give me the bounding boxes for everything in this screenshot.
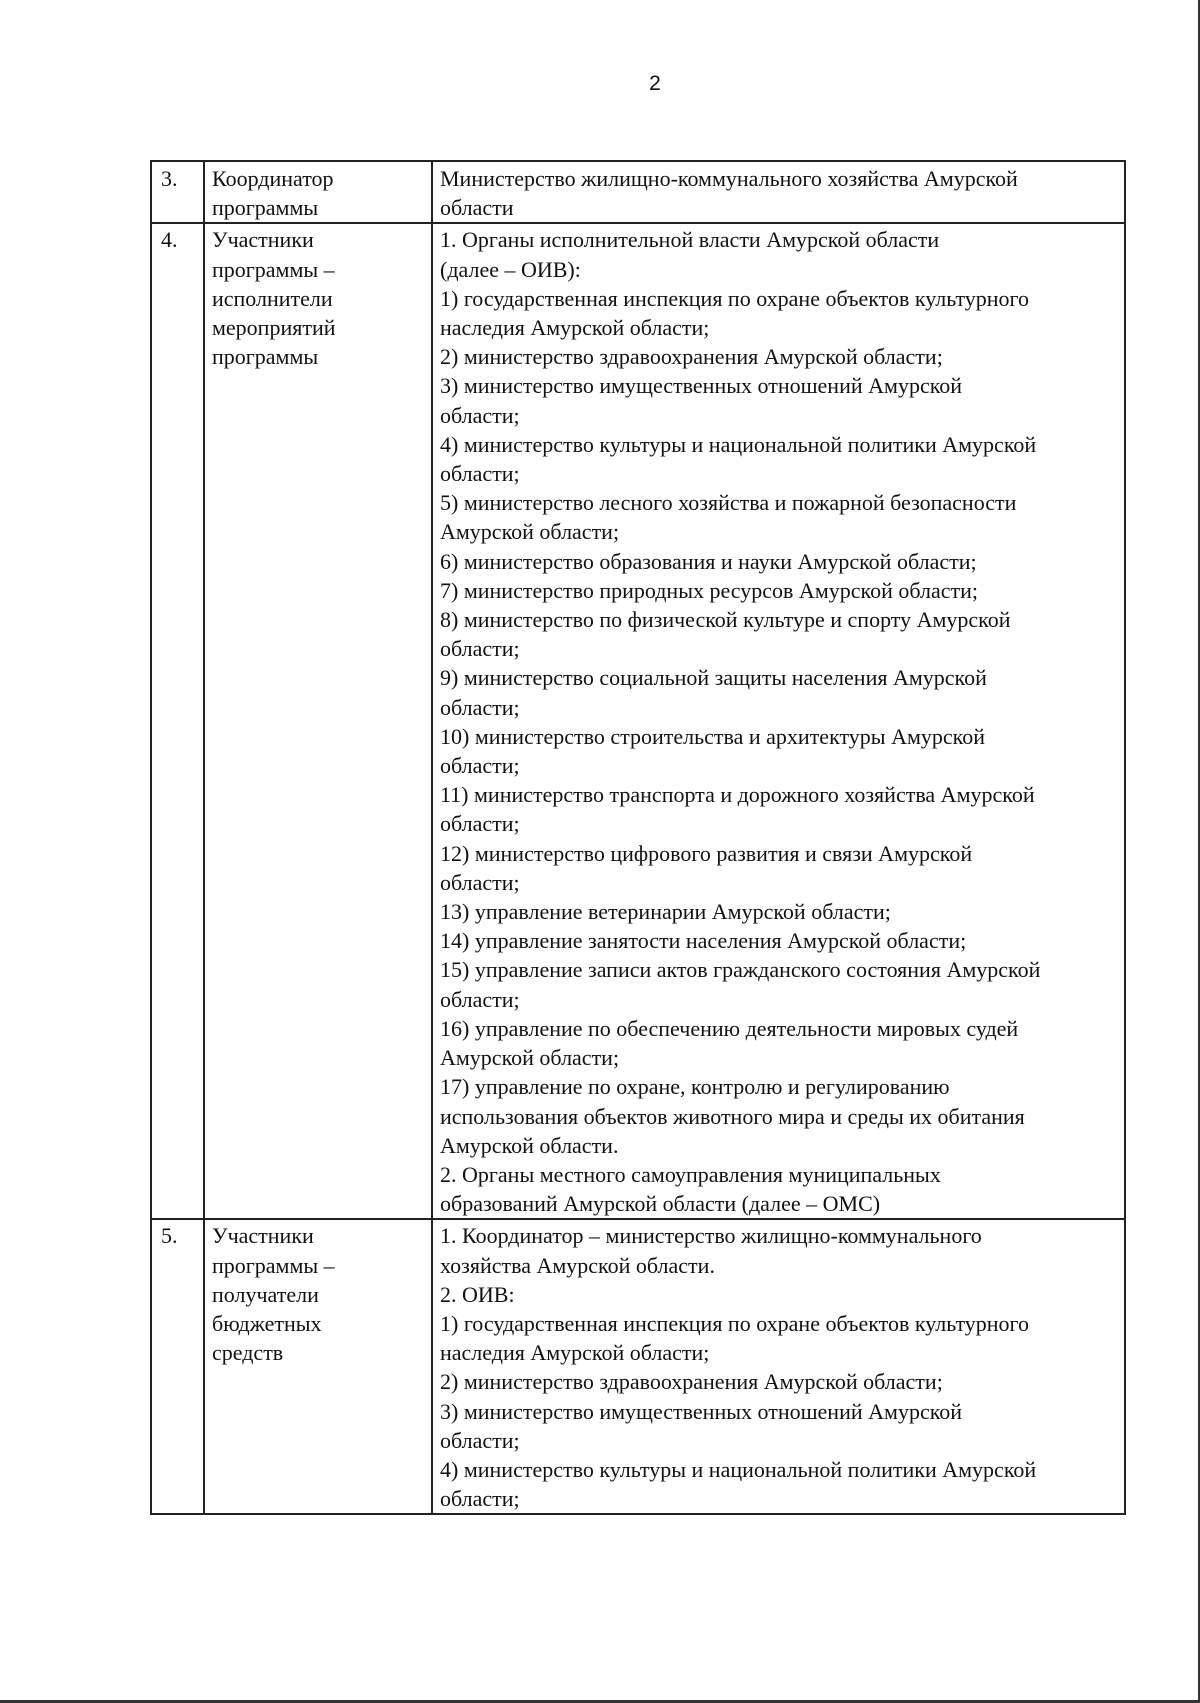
row-content-line: области;	[440, 1486, 520, 1512]
row-title-line: средств	[212, 1340, 284, 1366]
row-content-line: 2. ОИВ:	[440, 1281, 515, 1307]
table-row	[151, 161, 1125, 223]
row-content-line: области;	[440, 869, 520, 895]
row-content-line: 1) государственная инспекция по охране объектов культурного	[440, 285, 1030, 311]
row-content-line: 17) управление по охране, контролю и регулированию	[440, 1074, 950, 1100]
row-content-line: образований Амурской области (далее – ОМС)	[440, 1191, 881, 1217]
row-title-line: Координатор	[212, 166, 334, 191]
row-content-line: Амурской области.	[440, 1132, 619, 1158]
row-number: 4.	[161, 227, 178, 253]
table-row	[151, 223, 1125, 1219]
row-content-line: 1. Координатор – министерство жилищно-коммунального	[440, 1223, 982, 1249]
row-title-line: программы	[212, 344, 319, 370]
row-content-line: области;	[440, 986, 520, 1012]
row-content-line: 8) министерство по физической культуре и спорту Амурской	[440, 607, 1011, 633]
row-number-cell	[151, 161, 204, 223]
row-content-line: 9) министерство социальной защиты населения Амурской	[440, 665, 987, 691]
row-content-line: области	[440, 195, 514, 221]
row-content-cell	[432, 223, 1125, 1219]
row-content-line: области;	[440, 461, 520, 487]
row-title-line: Участники	[212, 227, 314, 253]
row-title-line: бюджетных	[212, 1310, 322, 1336]
row-title-cell	[204, 1219, 432, 1514]
row-content-line: использования объектов животного мира и среды их обитания	[440, 1103, 1025, 1129]
row-content-line: хозяйства Амурской области.	[440, 1252, 715, 1278]
row-title-cell	[204, 161, 432, 223]
row-title-cell	[204, 223, 432, 1219]
table-row	[151, 1219, 1125, 1514]
row-content-line: 4) министерство культуры и национальной политики Амурской	[440, 1456, 1037, 1482]
row-content-line: 7) министерство природных ресурсов Амурской области;	[440, 577, 979, 603]
row-content-line: 15) управление записи актов гражданского состояния Амурской	[440, 957, 1041, 983]
row-number: 5.	[161, 1223, 178, 1249]
row-title-line: мероприятий	[212, 315, 336, 341]
row-content-line: (далее – ОИВ):	[440, 256, 581, 282]
row-content-cell	[432, 1219, 1125, 1514]
row-content-line: области;	[440, 811, 520, 837]
row-title-line: исполнители	[212, 285, 333, 311]
row-content-line: 10) министерство строительства и архитектуры Амурской	[440, 723, 985, 749]
row-title-line: получатели	[212, 1281, 319, 1307]
row-title-line: программы –	[212, 1252, 335, 1278]
row-content-line: 11) министерство транспорта и дорожного хозяйства Амурской	[440, 782, 1035, 808]
row-number: 3.	[161, 166, 178, 191]
row-content-line: 2) министерство здравоохранения Амурской области;	[440, 1369, 943, 1395]
program-passport-table	[150, 160, 1126, 1515]
row-content-line: 4) министерство культуры и национальной политики Амурской	[440, 431, 1037, 457]
row-content-line: 1. Органы исполнительной власти Амурской области	[440, 227, 940, 253]
row-content-line: 5) министерство лесного хозяйства и пожарной безопасности	[440, 490, 1017, 516]
row-content-line: области;	[440, 753, 520, 779]
row-content-line: Амурской области;	[440, 519, 620, 545]
row-content-line: 13) управление ветеринарии Амурской области;	[440, 899, 891, 925]
row-content-line: 12) министерство цифрового развития и связи Амурской	[440, 840, 973, 866]
row-content-line: 3) министерство имущественных отношений Амурской	[440, 1398, 963, 1424]
row-title-line: Участники	[212, 1223, 314, 1249]
row-content-line: области;	[440, 402, 520, 428]
row-title-line: программы –	[212, 256, 335, 282]
row-content-line: 16) управление по обеспечению деятельности мировых судей	[440, 1015, 1019, 1041]
row-content-line: 14) управление занятости населения Амурской области;	[440, 928, 967, 954]
row-number-cell	[151, 223, 204, 1219]
row-content-line: 6) министерство образования и науки Амурской области;	[440, 548, 977, 574]
row-content-line: 1) государственная инспекция по охране объектов культурного	[440, 1310, 1030, 1336]
row-content-line: области;	[440, 636, 520, 662]
row-content-line: Амурской области;	[440, 1045, 620, 1071]
row-content-line: области;	[440, 1427, 520, 1453]
row-content-line: 2. Органы местного самоуправления муниципальных	[440, 1161, 941, 1187]
row-content-line: 3) министерство имущественных отношений Амурской	[440, 373, 963, 399]
row-content-line: области;	[440, 694, 520, 720]
row-content-line: наследия Амурской области;	[440, 315, 710, 341]
page-number: 2	[649, 72, 661, 95]
row-content-line: 2) министерство здравоохранения Амурской области;	[440, 344, 943, 370]
row-content-line: Министерство жилищно-коммунального хозяйства Амурской	[440, 166, 1018, 191]
row-title-line: программы	[212, 195, 319, 221]
row-content-line: наследия Амурской области;	[440, 1340, 710, 1366]
table-body	[151, 161, 1125, 1514]
row-number-cell	[151, 1219, 204, 1514]
row-content-cell	[432, 161, 1125, 223]
